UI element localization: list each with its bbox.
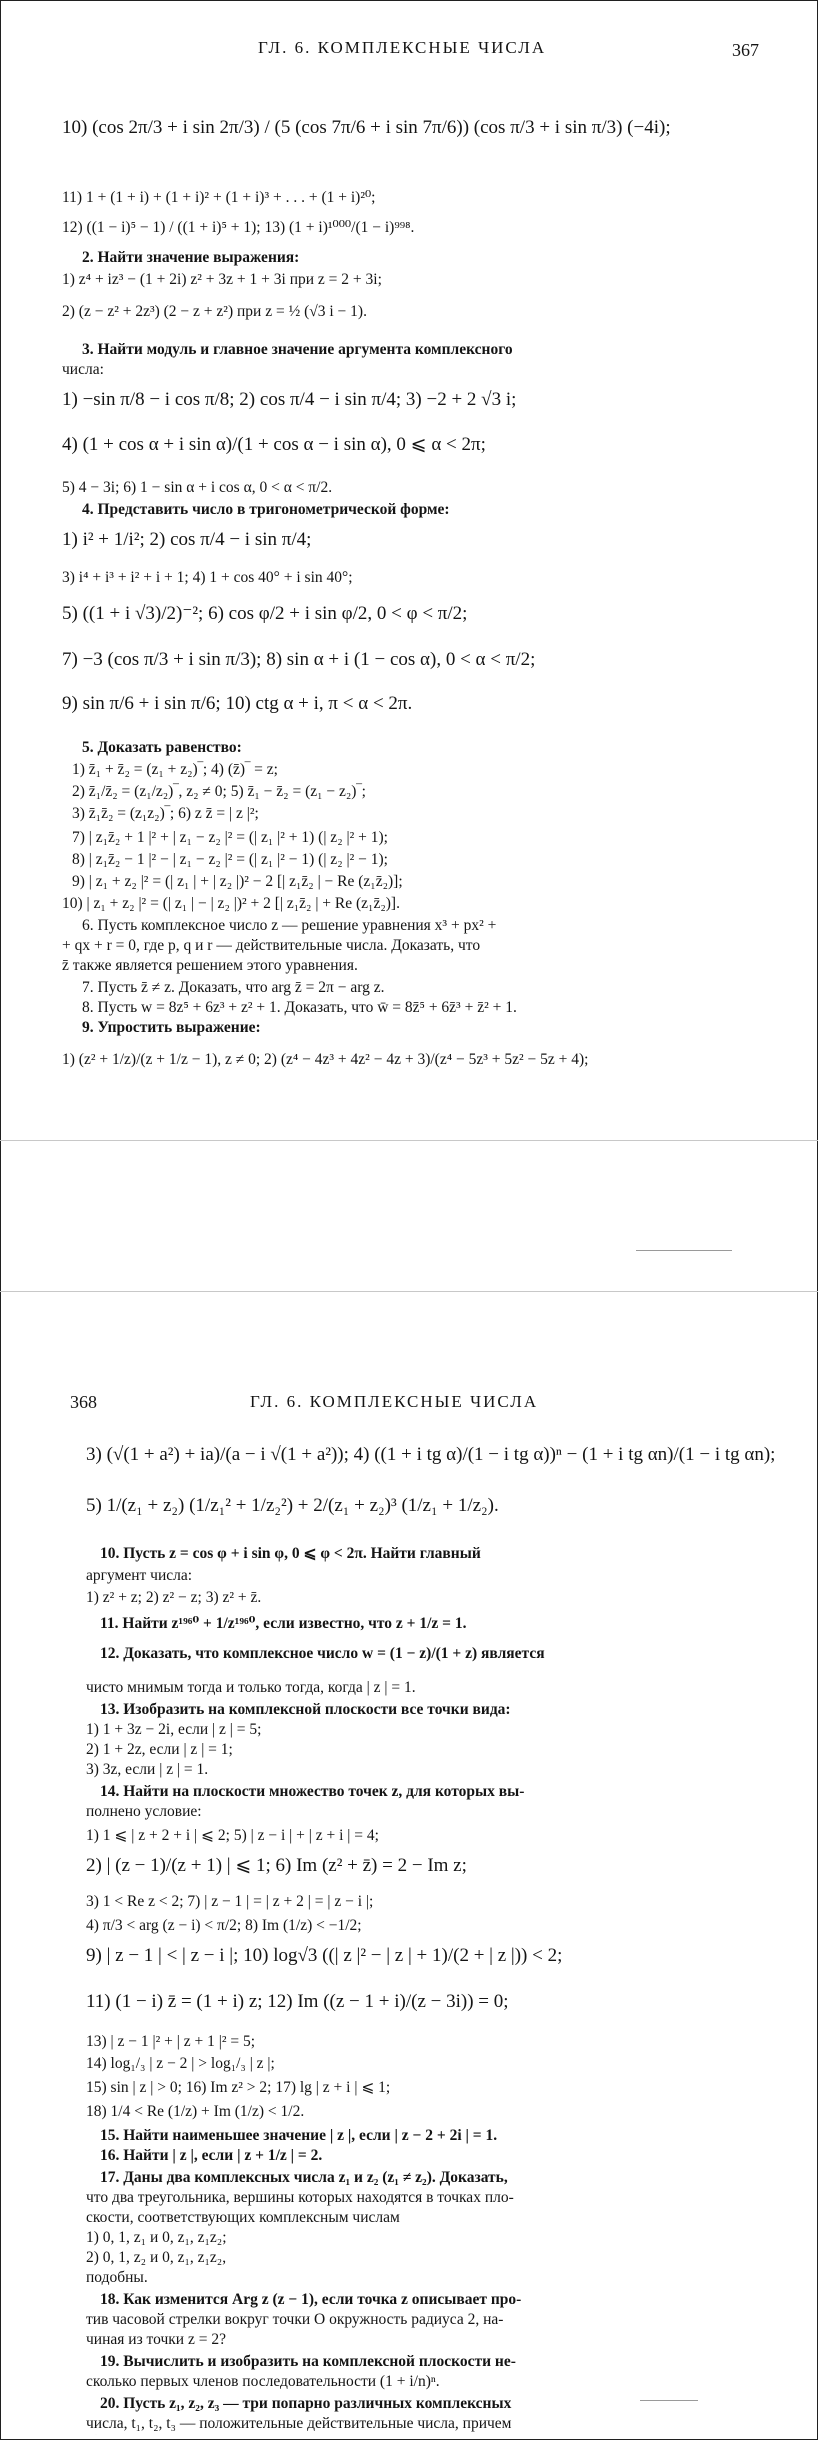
exercise-line: 11) 1 + (1 + i) + (1 + i)² + (1 + i)³ + . . . + (1 + i)²⁰; bbox=[62, 189, 376, 206]
problem-text: 7. Пусть z̄ ≠ z. Доказать, что arg z̄ = 2π − arg z. bbox=[82, 979, 385, 996]
exercise-line: 3) i⁴ + i³ + i² + i + 1; 4) 1 + cos 40° + i sin 40°; bbox=[62, 569, 353, 586]
exercise-line: 3) 3z, если | z | = 1. bbox=[86, 1761, 209, 1778]
problem-heading: 17. Даны два комплексных числа z₁ и z₂ (z₁ ≠ z₂). Доказать, bbox=[100, 2169, 508, 2186]
exercise-line: 7) −3 (cos π/3 + i sin π/3); 8) sin α + i (1 − cos α), 0 < α < π/2; bbox=[62, 649, 536, 670]
problem-text: + qx + r = 0, где p, q и r — действительные числа. Доказать, что bbox=[62, 937, 481, 954]
exercise-line: 3) (√(1 + a²) + ia)/(a − i √(1 + a²)); 4) ((1 + i tg α)/(1 − i tg α))ⁿ − (1 + i tg αn)/(1 − i tg αn); bbox=[86, 1444, 776, 1465]
problem-heading: 11. Найти z¹⁹⁶⁰ + 1/z¹⁹⁶⁰, если известно, что z + 1/z = 1. bbox=[100, 1615, 467, 1632]
exercise-line: 3) 1 < Re z < 2; 7) | z − 1 | = | z + 2 | = | z − i |; bbox=[86, 1893, 374, 1910]
running-head: ГЛ. 6. КОМПЛЕКСНЫЕ ЧИСЛА bbox=[258, 38, 547, 57]
exercise-line: 13) | z − 1 |² + | z + 1 |² = 5; bbox=[86, 2033, 256, 2050]
problem-heading: 10. Пусть z = cos φ + i sin φ, 0 ⩽ φ < 2π. Найти главный bbox=[100, 1545, 481, 1562]
problem-text: что два треугольника, вершины которых находятся в точках пло- bbox=[86, 2189, 514, 2206]
problem-heading: 13. Изобразить на комплексной плоскости все точки вида: bbox=[100, 1701, 511, 1718]
problem-text: чисто мнимым тогда и только тогда, когда | z | = 1. bbox=[86, 1679, 416, 1696]
problem-text: z̄ также является решением этого уравнения. bbox=[62, 957, 358, 974]
exercise-line: 1) i² + 1/i²; 2) cos π/4 − i sin π/4; bbox=[62, 529, 312, 550]
problem-text: сколько первых членов последовательности (1 + i/n)ⁿ. bbox=[86, 2373, 440, 2390]
problem-heading: 4. Представить число в тригонометрической форме: bbox=[82, 501, 450, 518]
problem-text: t₁ + t₂ + t₃ = 1. Доказать, что комплексное число t₁z₁ + t₂z₂ + t₃z₃ bbox=[86, 2434, 113, 2435]
problem-text: тив часовой стрелки вокруг точки O окружность радиуса 2, на- bbox=[86, 2311, 504, 2328]
problem-text: 6. Пусть комплексное число z — решение уравнения x³ + px² + bbox=[82, 917, 497, 934]
problem-heading: 14. Найти на плоскости множество точек z, для которых вы- bbox=[100, 1783, 525, 1800]
problem-heading: 19. Вычислить и изобразить на комплексной плоскости не- bbox=[100, 2353, 516, 2370]
exercise-line: 7) | z₁z̄₂ + 1 |² + | z₁ − z₂ |² = (| z₁ |² + 1) (| z₂ |² + 1); bbox=[72, 829, 388, 846]
exercise-line: 2) 1 + 2z, если | z | = 1; bbox=[86, 1741, 233, 1758]
problem-heading: 16. Найти | z |, если | z + 1/z | = 2. bbox=[100, 2147, 323, 2164]
exercise-line: 9) sin π/6 + i sin π/6; 10) ctg α + i, π < α < 2π. bbox=[62, 693, 413, 714]
exercise-line: 10) (cos 2π/3 + i sin 2π/3) / (5 (cos 7π/6 + i sin 7π/6)) (cos π/3 + i sin π/3) (−4i); bbox=[62, 117, 671, 138]
exercise-line: 4) π/3 < arg (z − i) < π/2; 8) Im (1/z) < −1/2; bbox=[86, 1917, 362, 1934]
problem-heading: 3. Найти модуль и главное значение аргумента комплексного bbox=[82, 341, 513, 358]
page-number: 367 bbox=[732, 40, 759, 60]
exercise-line: 2) | (z − 1)/(z + 1) | ⩽ 1; 6) Im (z² + z̄) = 2 − Im z; bbox=[86, 1855, 467, 1876]
exercise-line: 5) 4 − 3i; 6) 1 − sin α + i cos α, 0 < α < π/2. bbox=[62, 479, 333, 496]
exercise-line: 15) sin | z | > 0; 16) Im z² > 2; 17) lg | z + i | ⩽ 1; bbox=[86, 2079, 391, 2096]
exercise-line: 1) z² + z; 2) z² − z; 3) z² + z̄. bbox=[86, 1589, 262, 1606]
exercise-line: 4) (1 + cos α + i sin α)/(1 + cos α − i sin α), 0 ⩽ α < 2π; bbox=[62, 434, 486, 455]
scan-mark bbox=[636, 1250, 732, 1251]
exercise-line: числа: bbox=[62, 361, 104, 378]
exercise-line: 5) 1/(z₁ + z₂) (1/z₁² + 1/z₂²) + 2/(z₁ + z₂)³ (1/z₁ + 1/z₂). bbox=[86, 1495, 499, 1516]
exercise-line: 2) 0, 1, z₂ и 0, z₁, z₁z₂, bbox=[86, 2249, 227, 2266]
exercise-line: 14) log₁/₃ | z − 2 | > log₁/₃ | z |; bbox=[86, 2055, 275, 2072]
exercise-line: 3) z̄₁z̄₂ = (z₁z₂)‾; 6) z z̄ = | z |²; bbox=[72, 805, 259, 822]
problem-text: подобны. bbox=[86, 2269, 148, 2286]
running-head: ГЛ. 6. КОМПЛЕКСНЫЕ ЧИСЛА bbox=[250, 1392, 539, 1411]
exercise-line: 11) (1 − i) z̄ = (1 + i) z; 12) Im ((z − 1 + i)/(z − 3i)) = 0; bbox=[86, 1991, 509, 2012]
problem-text: скости, соответствующих комплексным числам bbox=[86, 2209, 400, 2226]
exercise-line: 1) 1 + 3z − 2i, если | z | = 5; bbox=[86, 1721, 262, 1738]
exercise-line: 1) (z² + 1/z)/(z + 1/z − 1), z ≠ 0; 2) (z⁴ − 4z³ + 4z² − 4z + 3)/(z⁴ − 5z³ + 5z² − 5z + 4); bbox=[62, 1051, 589, 1068]
exercise-line: 1) 0, 1, z₁ и 0, z₁, z₁z₂; bbox=[86, 2229, 227, 2246]
problem-heading: 9. Упростить выражение: bbox=[82, 1019, 261, 1036]
book-page-368 bbox=[0, 1300, 818, 2440]
exercise-line: 2) (z − z² + 2z³) (2 − z + z²) при z = ½ (√3 i − 1). bbox=[62, 303, 367, 320]
exercise-line: 1) z⁴ + iz³ − (1 + 2i) z² + 3z + 1 + 3i при z = 2 + 3i; bbox=[62, 271, 382, 288]
problem-heading: 12. Доказать, что комплексное число w = (1 − z)/(1 + z) является bbox=[100, 1645, 545, 1662]
problem-heading: 15. Найти наименьшее значение | z |, если | z − 2 + 2i | = 1. bbox=[100, 2127, 498, 2144]
problem-text: полнено условие: bbox=[86, 1803, 202, 1820]
problem-heading: 18. Как изменится Arg z (z − 1), если точка z описывает про- bbox=[100, 2291, 522, 2308]
exercise-line: 10) | z₁ + z₂ |² = (| z₁ | − | z₂ |)² + 2 [| z₁z̄₂ | + Re (z₁z̄₂)]. bbox=[62, 895, 400, 912]
exercise-line: 5) ((1 + i √3)/2)⁻²; 6) cos φ/2 + i sin φ/2, 0 < φ < π/2; bbox=[62, 603, 468, 624]
exercise-line: 18) 1/4 < Re (1/z) + Im (1/z) < 1/2. bbox=[86, 2103, 305, 2120]
exercise-line: 8) | z₁z̄₂ − 1 |² − | z₁ − z₂ |² = (| z₁ |² − 1) (| z₂ |² − 1); bbox=[72, 851, 388, 868]
exercise-line: 9) | z − 1 | < | z − i |; 10) log√3 ((| z |² − | z | + 1)/(2 + | z |)) < 2; bbox=[86, 1945, 563, 1966]
page-gap bbox=[0, 1140, 818, 1292]
problem-heading: 20. Пусть z₁, z₂, z₃ — три попарно различных комплексных bbox=[100, 2395, 512, 2412]
problem-heading: 2. Найти значение выражения: bbox=[82, 249, 300, 266]
problem-text: числа, t₁, t₂, t₃ — положительные действительные числа, причем bbox=[86, 2415, 512, 2432]
exercise-line: 12) ((1 − i)⁵ − 1) / ((1 + i)⁵ + 1); 13) (1 + i)¹⁰⁰⁰/(1 − i)⁹⁹⁸. bbox=[62, 219, 415, 236]
exercise-line: 9) | z₁ + z₂ |² = (| z₁ | + | z₂ |)² − 2 [| z₁z̄₂ | − Re (z₁z̄₂)]; bbox=[72, 873, 403, 890]
exercise-line: 1) 1 ⩽ | z + 2 + i | ⩽ 2; 5) | z − i | + | z + i | = 4; bbox=[86, 1827, 379, 1844]
book-page-367 bbox=[0, 0, 818, 1068]
page-number: 368 bbox=[70, 1392, 97, 1412]
exercise-line: 1) z̄₁ + z̄₂ = (z₁ + z₂)‾; 4) (z̄)‾ = z; bbox=[72, 761, 278, 778]
exercise-line: 2) z̄₁/z̄₂ = (z₁/z₂)‾, z₂ ≠ 0; 5) z̄₁ − z̄₂ = (z₁ − z₂)‾; bbox=[72, 783, 366, 800]
problem-heading: 5. Доказать равенство: bbox=[82, 739, 242, 756]
problem-text: аргумент числа: bbox=[86, 1567, 193, 1584]
exercise-line: 1) −sin π/8 − i cos π/8; 2) cos π/4 − i sin π/4; 3) −2 + 2 √3 i; bbox=[62, 389, 517, 410]
problem-text: 8. Пусть w = 8z⁵ + 6z³ + z² + 1. Доказать, что w̄ = 8z̄⁵ + 6z̄³ + z̄² + 1. bbox=[82, 999, 517, 1016]
problem-text: чиная из точки z = 2? bbox=[86, 2331, 226, 2348]
